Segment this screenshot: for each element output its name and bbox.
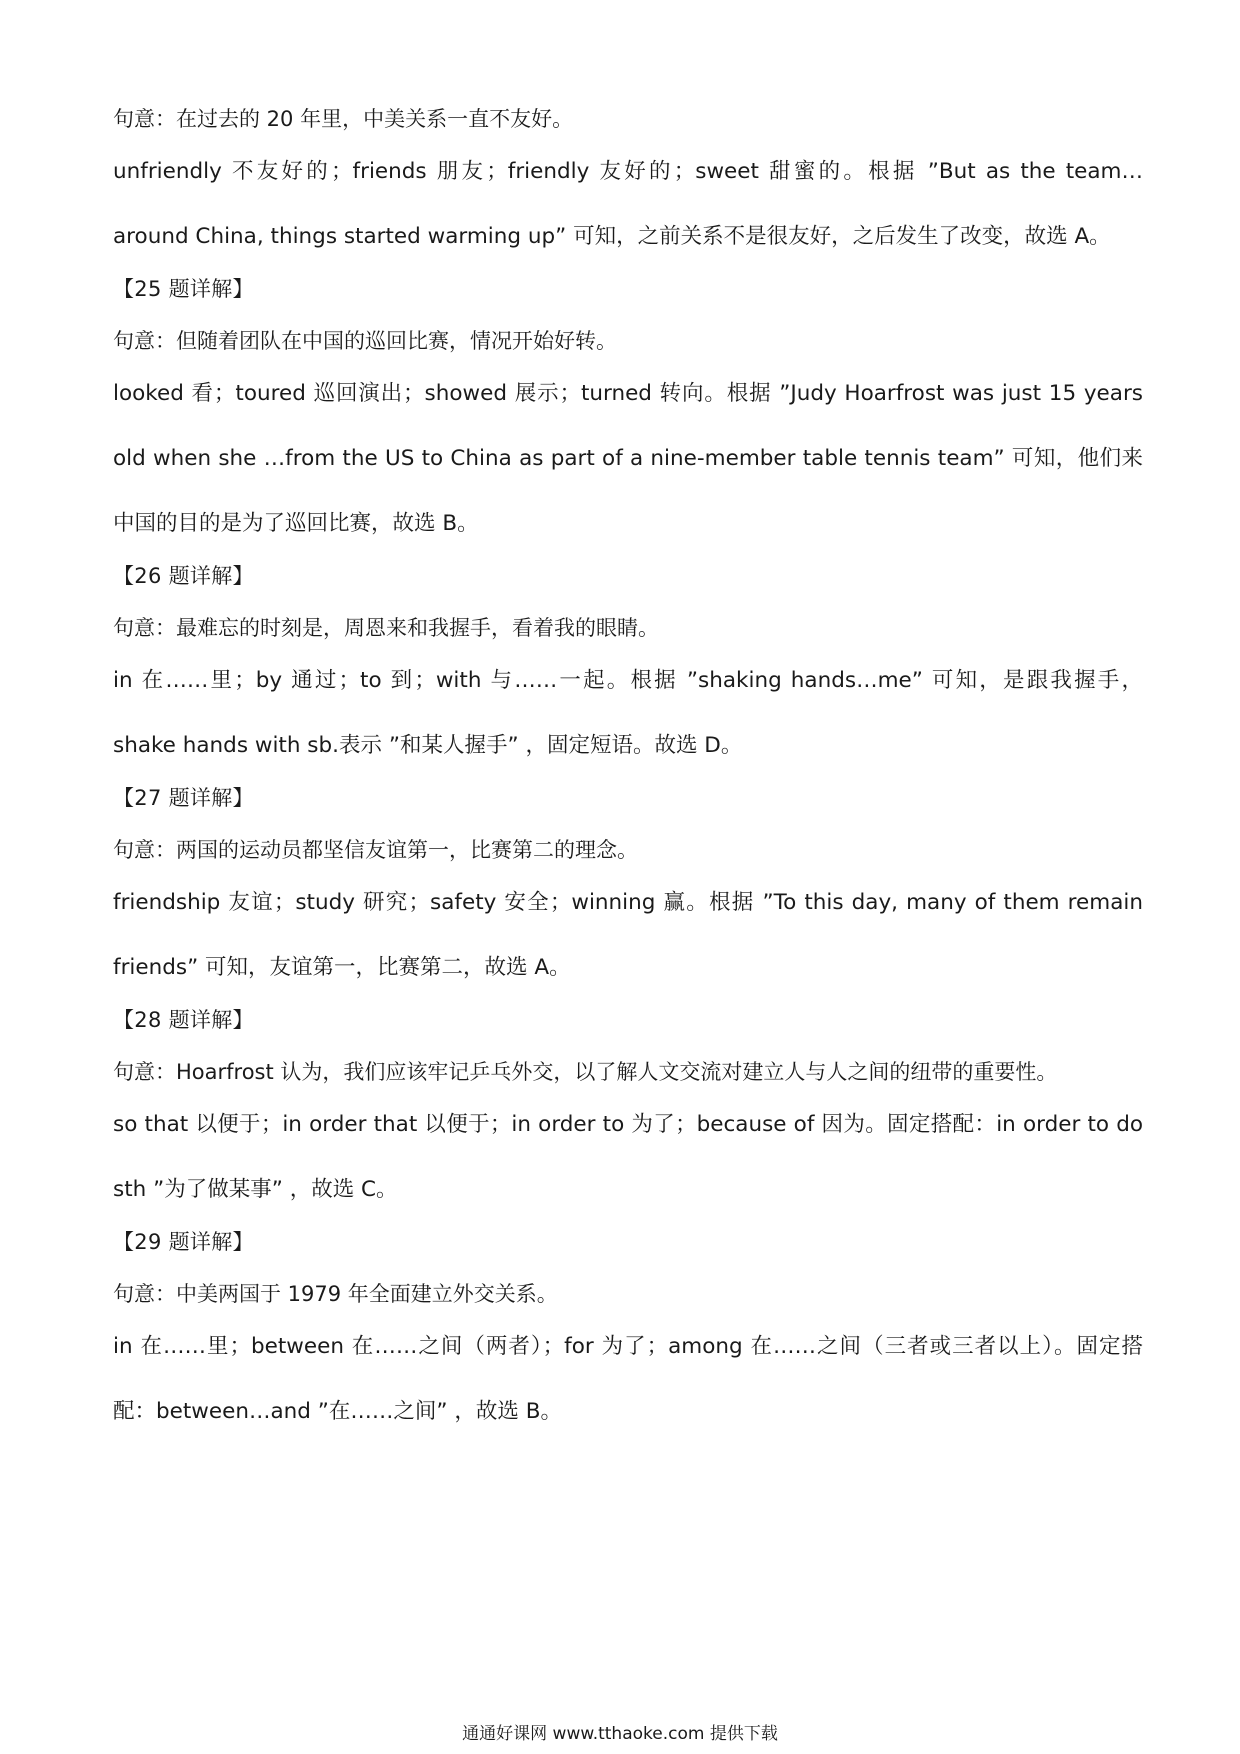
section-28 bbox=[113, 1005, 1143, 1222]
sentence-meaning: 句意：但随着团队在中国的巡回比赛，情况开始好转。 bbox=[113, 329, 617, 353]
section-24 bbox=[113, 104, 1143, 269]
answer-explanation: in 在……里；between 在……之间（两者）；for 为了；among 在……之间（三者或三者以上）。固定搭配：between…and ”在……之间” ，故选 B。 bbox=[113, 1334, 1143, 1424]
answer-explanation: in 在……里；by 通过；to 到；with 与……一起。根据 ”shaking hands…me” 可知，是跟我握手，shake hands with sb.表示 ”和某人握手” ，固定短语。故选 D。 bbox=[113, 668, 1143, 758]
document-body bbox=[113, 104, 1143, 1427]
answer-explanation: looked 看；toured 巡回演出；showed 展示；turned 转向。根据 ”Judy Hoarfrost was just 15 years old when she …from the US to China as part of a nine-member table tennis team” 可知，他们来中国的目的是为了巡回比赛，故选 B。 bbox=[113, 381, 1143, 536]
answer-explanation: friendship 友谊；study 研究；safety 安全；winning 赢。根据 ”To this day, many of them remain friends” 可知，友谊第一，比赛第二，故选 A。 bbox=[113, 890, 1143, 980]
question-heading: 【26 题详解】 bbox=[113, 564, 254, 588]
answer-explanation: so that 以便于；in order that 以便于；in order to 为了；because of 因为。固定搭配：in order to do sth ”为了做某事” ，故选 C。 bbox=[113, 1112, 1143, 1202]
sentence-meaning: 句意：两国的运动员都坚信友谊第一，比赛第二的理念。 bbox=[113, 838, 638, 862]
answer-explanation: unfriendly 不友好的；friends 朋友；friendly 友好的；sweet 甜蜜的。根据 ”But as the team…around China, things started warming up” 可知，之前关系不是很友好，之后发生了改变，故选 A。 bbox=[113, 159, 1143, 249]
question-heading: 【25 题详解】 bbox=[113, 277, 254, 301]
question-heading: 【29 题详解】 bbox=[113, 1230, 254, 1254]
section-29 bbox=[113, 1227, 1143, 1444]
question-heading: 【28 题详解】 bbox=[113, 1008, 254, 1032]
sentence-meaning: 句意：Hoarfrost 认为，我们应该牢记乒乓外交，以了解人文交流对建立人与人之间的纽带的重要性。 bbox=[113, 1060, 1058, 1084]
section-27 bbox=[113, 783, 1143, 1000]
sentence-meaning: 句意：最难忘的时刻是，周恩来和我握手，看着我的眼睛。 bbox=[113, 616, 659, 640]
section-26 bbox=[113, 561, 1143, 778]
sentence-meaning: 句意：在过去的 20 年里，中美关系一直不友好。 bbox=[113, 107, 574, 131]
section-25 bbox=[113, 274, 1143, 556]
question-heading: 【27 题详解】 bbox=[113, 786, 254, 810]
page-footer: 通通好课网 www.tthaoke.com 提供下载 bbox=[462, 1724, 778, 1744]
sentence-meaning: 句意：中美两国于 1979 年全面建立外交关系。 bbox=[113, 1282, 558, 1306]
